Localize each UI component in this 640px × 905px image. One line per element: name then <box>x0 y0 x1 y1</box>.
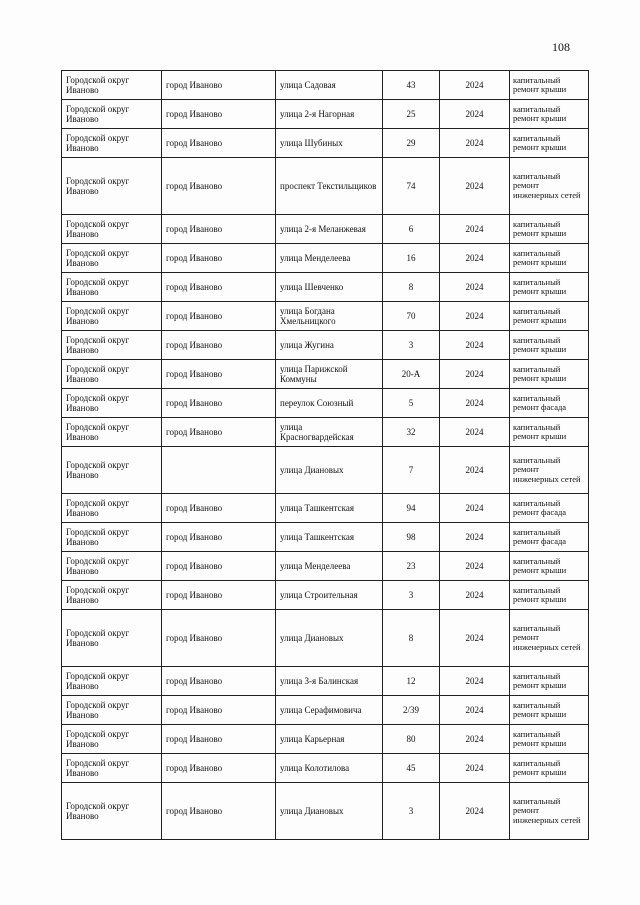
house-number-cell: 23 <box>383 552 440 581</box>
table-row <box>62 331 589 360</box>
street-cell: улица Ташкентская <box>276 523 383 552</box>
table-row <box>62 158 589 215</box>
year-cell: 2024 <box>440 754 510 783</box>
work-type-cell: капитальный ремонт крыши <box>510 71 589 100</box>
house-number-cell: 8 <box>383 610 440 667</box>
house-number-cell: 3 <box>383 331 440 360</box>
city-cell: город Иваново <box>162 302 276 331</box>
street-cell: улица Богдана Хмельницкого <box>276 302 383 331</box>
district-cell: Городской округ Иваново <box>62 71 162 100</box>
district-cell: Городской округ Иваново <box>62 215 162 244</box>
work-type-cell: капитальный ремонт крыши <box>510 331 589 360</box>
street-cell: улица Парижской Коммуны <box>276 360 383 389</box>
district-cell: Городской округ Иваново <box>62 302 162 331</box>
page-number: 108 <box>552 40 570 54</box>
house-number-cell: 3 <box>383 783 440 840</box>
street-cell: улица Садовая <box>276 71 383 100</box>
house-number-cell: 70 <box>383 302 440 331</box>
work-type-cell: капитальный ремонт крыши <box>510 100 589 129</box>
street-cell: улица 2-я Меланжевая <box>276 215 383 244</box>
city-cell: город Иваново <box>162 389 276 418</box>
district-cell: Городской округ Иваново <box>62 494 162 523</box>
work-type-cell: капитальный ремонт крыши <box>510 129 589 158</box>
street-cell: проспект Текстильщиков <box>276 158 383 215</box>
house-number-cell: 32 <box>383 418 440 447</box>
house-number-cell: 74 <box>383 158 440 215</box>
work-type-cell: капитальный ремонт крыши <box>510 215 589 244</box>
city-cell: город Иваново <box>162 215 276 244</box>
district-cell: Городской округ Иваново <box>62 129 162 158</box>
district-cell: Городской округ Иваново <box>62 754 162 783</box>
district-cell: Городской округ Иваново <box>62 667 162 696</box>
city-cell: город Иваново <box>162 273 276 302</box>
table-row <box>62 581 589 610</box>
work-type-cell: капитальный ремонт фасада <box>510 389 589 418</box>
table-row <box>62 71 589 100</box>
year-cell: 2024 <box>440 129 510 158</box>
table-row <box>62 244 589 273</box>
year-cell: 2024 <box>440 215 510 244</box>
city-cell: город Иваново <box>162 523 276 552</box>
street-cell: улица Шубиных <box>276 129 383 158</box>
district-cell: Городской округ Иваново <box>62 389 162 418</box>
city-cell: город Иваново <box>162 418 276 447</box>
work-type-cell: капитальный ремонт крыши <box>510 696 589 725</box>
street-cell: улица Красногвардейская <box>276 418 383 447</box>
work-type-cell: капитальный ремонт крыши <box>510 552 589 581</box>
house-number-cell: 45 <box>383 754 440 783</box>
district-cell: Городской округ Иваново <box>62 783 162 840</box>
street-cell: улица Серафимовича <box>276 696 383 725</box>
city-cell: город Иваново <box>162 244 276 273</box>
street-cell: улица Карьерная <box>276 725 383 754</box>
house-number-cell: 2/39 <box>383 696 440 725</box>
year-cell: 2024 <box>440 418 510 447</box>
district-cell: Городской округ Иваново <box>62 447 162 494</box>
table-row <box>62 552 589 581</box>
work-type-cell: капитальный ремонт крыши <box>510 418 589 447</box>
district-cell: Городской округ Иваново <box>62 273 162 302</box>
district-cell: Городской округ Иваново <box>62 581 162 610</box>
district-cell: Городской округ Иваново <box>62 725 162 754</box>
house-number-cell: 94 <box>383 494 440 523</box>
city-cell: город Иваново <box>162 725 276 754</box>
year-cell: 2024 <box>440 610 510 667</box>
year-cell: 2024 <box>440 100 510 129</box>
district-cell: Городской округ Иваново <box>62 360 162 389</box>
table-row <box>62 494 589 523</box>
house-number-cell: 98 <box>383 523 440 552</box>
street-cell: улица Жугина <box>276 331 383 360</box>
district-cell: Городской округ Иваново <box>62 523 162 552</box>
street-cell: улица Менделеева <box>276 244 383 273</box>
city-cell: город Иваново <box>162 783 276 840</box>
street-cell: улица Диановых <box>276 610 383 667</box>
table-row <box>62 273 589 302</box>
city-cell: город Иваново <box>162 667 276 696</box>
work-type-cell: капитальный ремонт крыши <box>510 273 589 302</box>
street-cell: улица Шевченко <box>276 273 383 302</box>
table-row <box>62 725 589 754</box>
table-body <box>62 71 589 840</box>
work-type-cell: капитальный ремонт инженерных сетей <box>510 447 589 494</box>
street-cell: улица Диановых <box>276 447 383 494</box>
city-cell: город Иваново <box>162 610 276 667</box>
street-cell: улица Диановых <box>276 783 383 840</box>
work-type-cell: капитальный ремонт фасада <box>510 494 589 523</box>
city-cell: город Иваново <box>162 360 276 389</box>
house-number-cell: 6 <box>383 215 440 244</box>
table-row <box>62 215 589 244</box>
city-cell: город Иваново <box>162 158 276 215</box>
work-type-cell: капитальный ремонт инженерных сетей <box>510 158 589 215</box>
year-cell: 2024 <box>440 552 510 581</box>
district-cell: Городской округ Иваново <box>62 331 162 360</box>
city-cell: город Иваново <box>162 552 276 581</box>
work-type-cell: капитальный ремонт крыши <box>510 725 589 754</box>
street-cell: улица Ташкентская <box>276 494 383 523</box>
table-row <box>62 389 589 418</box>
table-row <box>62 360 589 389</box>
city-cell <box>162 447 276 494</box>
work-type-cell: капитальный ремонт крыши <box>510 302 589 331</box>
house-number-cell: 20-А <box>383 360 440 389</box>
year-cell: 2024 <box>440 725 510 754</box>
city-cell: город Иваново <box>162 71 276 100</box>
year-cell: 2024 <box>440 523 510 552</box>
house-number-cell: 3 <box>383 581 440 610</box>
district-cell: Городской округ Иваново <box>62 552 162 581</box>
city-cell: город Иваново <box>162 581 276 610</box>
year-cell: 2024 <box>440 71 510 100</box>
year-cell: 2024 <box>440 389 510 418</box>
year-cell: 2024 <box>440 581 510 610</box>
street-cell: улица 2-я Нагорная <box>276 100 383 129</box>
table-row <box>62 696 589 725</box>
city-cell: город Иваново <box>162 754 276 783</box>
street-cell: улица Менделеева <box>276 552 383 581</box>
table-row <box>62 783 589 840</box>
work-type-cell: капитальный ремонт крыши <box>510 244 589 273</box>
table-row <box>62 129 589 158</box>
street-cell: переулок Союзный <box>276 389 383 418</box>
house-number-cell: 25 <box>383 100 440 129</box>
year-cell: 2024 <box>440 360 510 389</box>
work-type-cell: капитальный ремонт фасада <box>510 523 589 552</box>
year-cell: 2024 <box>440 331 510 360</box>
work-type-cell: капитальный ремонт крыши <box>510 754 589 783</box>
city-cell: город Иваново <box>162 696 276 725</box>
table-row <box>62 610 589 667</box>
table-row <box>62 100 589 129</box>
district-cell: Городской округ Иваново <box>62 418 162 447</box>
year-cell: 2024 <box>440 783 510 840</box>
table-row <box>62 667 589 696</box>
house-number-cell: 5 <box>383 389 440 418</box>
year-cell: 2024 <box>440 302 510 331</box>
district-cell: Городской округ Иваново <box>62 244 162 273</box>
house-number-cell: 80 <box>383 725 440 754</box>
year-cell: 2024 <box>440 158 510 215</box>
house-number-cell: 29 <box>383 129 440 158</box>
street-cell: улица 3-я Балинская <box>276 667 383 696</box>
street-cell: улица Колотилова <box>276 754 383 783</box>
street-cell: улица Строительная <box>276 581 383 610</box>
work-type-cell: капитальный ремонт крыши <box>510 581 589 610</box>
year-cell: 2024 <box>440 273 510 302</box>
house-number-cell: 7 <box>383 447 440 494</box>
district-cell: Городской округ Иваново <box>62 100 162 129</box>
year-cell: 2024 <box>440 696 510 725</box>
city-cell: город Иваново <box>162 100 276 129</box>
year-cell: 2024 <box>440 244 510 273</box>
table-row <box>62 302 589 331</box>
year-cell: 2024 <box>440 447 510 494</box>
table-row <box>62 418 589 447</box>
city-cell: город Иваново <box>162 331 276 360</box>
work-type-cell: капитальный ремонт инженерных сетей <box>510 783 589 840</box>
year-cell: 2024 <box>440 667 510 696</box>
city-cell: город Иваново <box>162 494 276 523</box>
house-number-cell: 8 <box>383 273 440 302</box>
table-row <box>62 523 589 552</box>
table-row <box>62 754 589 783</box>
work-type-cell: капитальный ремонт крыши <box>510 667 589 696</box>
district-cell: Городской округ Иваново <box>62 158 162 215</box>
work-type-cell: капитальный ремонт крыши <box>510 360 589 389</box>
table-row <box>62 447 589 494</box>
work-type-cell: капитальный ремонт инженерных сетей <box>510 610 589 667</box>
city-cell: город Иваново <box>162 129 276 158</box>
house-number-cell: 43 <box>383 71 440 100</box>
district-cell: Городской округ Иваново <box>62 610 162 667</box>
house-number-cell: 12 <box>383 667 440 696</box>
district-cell: Городской округ Иваново <box>62 696 162 725</box>
repair-schedule-table <box>61 70 589 840</box>
house-number-cell: 16 <box>383 244 440 273</box>
year-cell: 2024 <box>440 494 510 523</box>
